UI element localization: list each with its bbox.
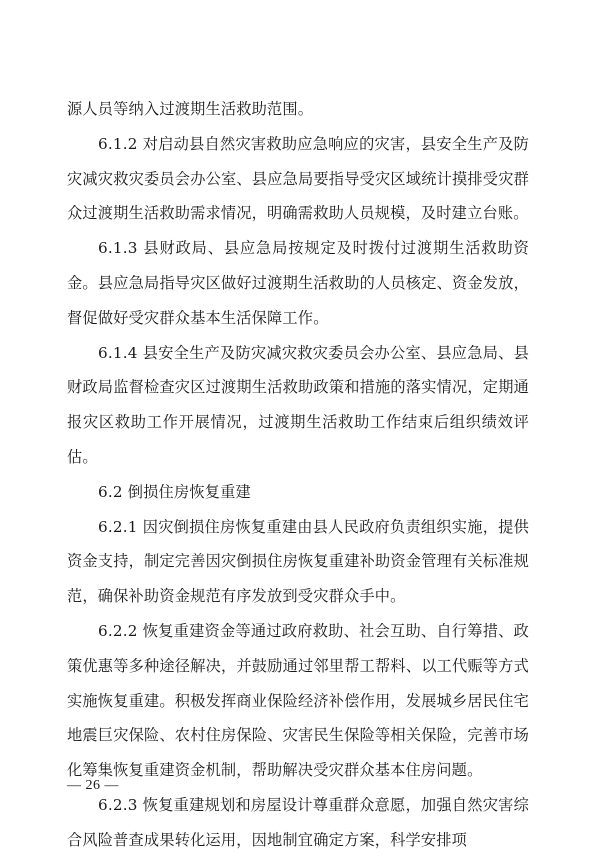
paragraph-6-2-3: 6.2.3 恢复重建规划和房屋设计尊重群众意愿，加强自然灾害综合风险普查成果转化运用，因地制宜确定方案，科学安排项 [67,795,529,849]
paragraph-6-1-3: 6.1.3 县财政局、县应急局按规定及时拨付过渡期生活救助资金。县应急局指导灾区做好过渡期生活救助的人员核定、资金发放，督促做好受灾群众基本生活保障工作。 [67,239,529,327]
paragraph-6-2-1: 6.2.1 因灾倒损住房恢复重建由县人民政府负责组织实施，提供资金支持，制定完善因灾倒损住房恢复重建补助资金管理有关标准规范，确保补助资金规范有序发放到受灾群众手中。 [67,517,529,606]
paragraph-6-2-2: 6.2.2 恢复重建资金等通过政府救助、社会互助、自行筹措、政策优惠等多种途径解决，并鼓励通过邻里帮工帮料、以工代赈等方式实施恢复重建。积极发挥商业保险经济补偿作用，发展城乡居民住宅地震巨灾保险、农村住房保险、灾害民生保险等相关保险，完善市场化筹集恢复重建资金机制，帮助解决受灾群众基本住房问题。 [67,621,529,780]
paragraph-continuation: 源人员等纳入过渡期生活救助范围。 [67,100,314,118]
paragraph-6-1-2: 6.1.2 对启动县自然灾害救助应急响应的灾害，县安全生产及防灾减灾救灾委员会办公室、县应急局要指导受灾区域统计摸排受灾群众过渡期生活救助需求情况，明确需救助人员规模，及时建立台账。 [67,134,529,223]
body-text [67,92,529,858]
page-number: — 26 — [67,778,119,793]
paragraph-6-1-4: 6.1.4 县安全生产及防灾减灾救灾委员会办公室、县应急局、县财政局监督检查灾区过渡期生活救助政策和措施的落实情况，定期通报灾区救助工作开展情况，过渡期生活救助工作结束后组织绩效评估。 [67,343,529,466]
section-heading-6-2: 6.2 倒损住房恢复重建 [98,482,251,501]
